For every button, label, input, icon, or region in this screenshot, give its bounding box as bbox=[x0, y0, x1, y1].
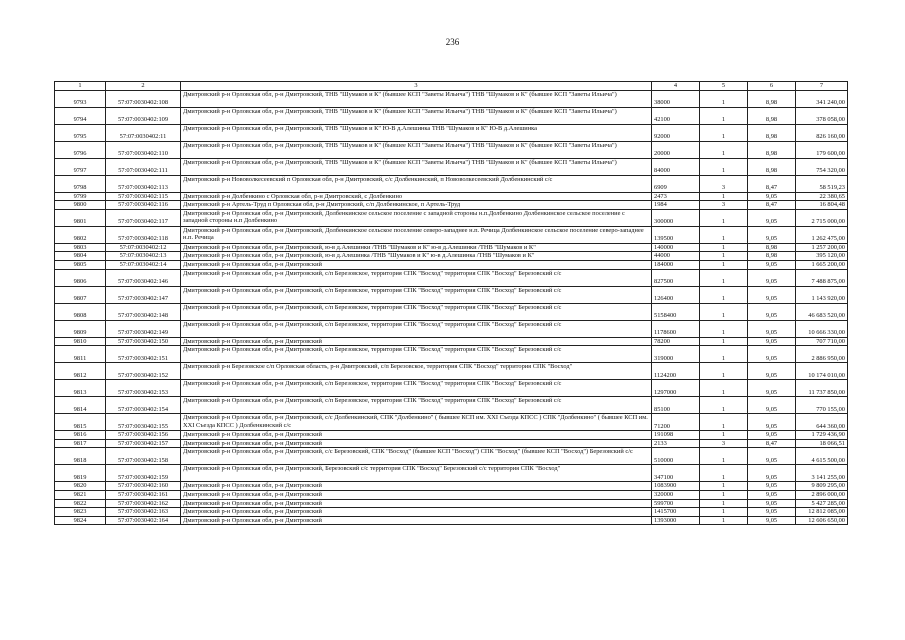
rate-value: 9,05 bbox=[748, 508, 796, 517]
rate-value: 9,05 bbox=[748, 482, 796, 491]
row-number: 9811 bbox=[55, 346, 106, 363]
category-value: 1 bbox=[700, 397, 748, 414]
row-number: 9806 bbox=[55, 269, 106, 286]
cadastral-number: 57:07:0030402:148 bbox=[106, 303, 181, 320]
rate-value: 9,05 bbox=[748, 337, 796, 346]
location-description: Дмитровский р-н Орловская обл, р-н Дмитровский, Березовский с/с территория СПК "Восход" Березовский с/с территория СПК "Восход" bbox=[181, 465, 652, 482]
cadastral-number: 57:07:0030402:11 bbox=[106, 124, 181, 141]
area-value: 1415700 bbox=[652, 508, 700, 517]
cadastral-number: 57:07:0030402:110 bbox=[106, 141, 181, 158]
category-value: 1 bbox=[700, 448, 748, 465]
row-number: 9822 bbox=[55, 499, 106, 508]
cadastral-cost: 12 812 085,00 bbox=[796, 508, 848, 517]
location-description: Дмитровский р-н Орловская обл, р-н Дмитровский, Долбенкинское сельское поселение северо-западнее н.п. Речица Долбенкинское сельское поселение северо-западнее н.п. Речица bbox=[181, 226, 652, 243]
row-number: 9819 bbox=[55, 465, 106, 482]
category-value: 1 bbox=[700, 226, 748, 243]
cadastral-cost: 754 320,00 bbox=[796, 158, 848, 175]
cadastral-number: 57:07:0030402:152 bbox=[106, 363, 181, 380]
area-value: 126400 bbox=[652, 286, 700, 303]
cadastral-number: 57:07:0030402:115 bbox=[106, 192, 181, 201]
rate-value: 8,98 bbox=[748, 90, 796, 107]
location-description: Дмитровский р-н Орловская обл, р-н Дмитровский, с/п Березовское, территория СПК "Восход" территория СПК "Восход" Березовский с/с bbox=[181, 346, 652, 363]
cadastral-number: 57:07:0030402:155 bbox=[106, 414, 181, 431]
rate-value: 8,98 bbox=[748, 252, 796, 261]
category-value: 1 bbox=[700, 490, 748, 499]
category-value: 1 bbox=[700, 243, 748, 252]
table-row bbox=[55, 192, 848, 201]
rate-value: 9,05 bbox=[748, 499, 796, 508]
cadastral-cost: 11 737 850,00 bbox=[796, 380, 848, 397]
row-number: 9810 bbox=[55, 337, 106, 346]
rate-value: 9,05 bbox=[748, 363, 796, 380]
table-row bbox=[55, 380, 848, 397]
rate-value: 9,05 bbox=[748, 346, 796, 363]
cadastral-cost: 46 683 520,00 bbox=[796, 303, 848, 320]
table-row bbox=[55, 158, 848, 175]
area-value: 599700 bbox=[652, 499, 700, 508]
table-row bbox=[55, 260, 848, 269]
cadastral-number: 57:07:0030402:158 bbox=[106, 448, 181, 465]
cadastral-number: 57:07:0030402:163 bbox=[106, 508, 181, 517]
category-value: 1 bbox=[700, 90, 748, 107]
area-value: 5158400 bbox=[652, 303, 700, 320]
row-number: 9824 bbox=[55, 516, 106, 525]
cadastral-cost: 2 715 000,00 bbox=[796, 209, 848, 226]
category-value: 3 bbox=[700, 175, 748, 192]
row-number: 9801 bbox=[55, 209, 106, 226]
location-description: Дмитровский р-н Орловская обл, р-н Дмитровский, ТНВ "Шумаков и К" (бывшее КСП "Заветы Ильича") ТНВ "Шумаков и К" (бывшее КСП "Заветы Ильича") bbox=[181, 141, 652, 158]
area-value: 320000 bbox=[652, 490, 700, 499]
cadastral-number: 57:07:0030402:14 bbox=[106, 260, 181, 269]
cadastral-cost: 4 615 500,00 bbox=[796, 448, 848, 465]
location-description: Дмитровский р-н Орловская обл, р-н Дмитровский, с/п Березовское, территория СПК "Восход" территория СПК "Восход" Березовский с/с bbox=[181, 269, 652, 286]
area-value: 92000 bbox=[652, 124, 700, 141]
category-value: 1 bbox=[700, 141, 748, 158]
location-description: Дмитровский р-н Орловская обл, р-н Дмитровский bbox=[181, 490, 652, 499]
row-number: 9808 bbox=[55, 303, 106, 320]
cadastral-cost: 1 665 200,00 bbox=[796, 260, 848, 269]
cadastral-number: 57:07:0030402:157 bbox=[106, 439, 181, 448]
column-header-3: 3 bbox=[181, 82, 652, 91]
location-description: Дмитровский р-н Орловская обл, р-н Дмитровский bbox=[181, 508, 652, 517]
area-value: 510000 bbox=[652, 448, 700, 465]
category-value: 1 bbox=[700, 508, 748, 517]
cadastral-cost: 3 141 255,00 bbox=[796, 465, 848, 482]
cadastral-number: 57:07:0030402:151 bbox=[106, 346, 181, 363]
category-value: 1 bbox=[700, 516, 748, 525]
cadastral-number: 57:07:0030402:117 bbox=[106, 209, 181, 226]
row-number: 9796 bbox=[55, 141, 106, 158]
location-description: Дмитровский р-н Орловская обл, р-н Дмитровский, ТНВ "Шумаков и К" Ю-В д.Алешинка ТНВ "Шумаков и К" Ю-В д.Алешинка bbox=[181, 124, 652, 141]
area-value: 44000 bbox=[652, 252, 700, 261]
category-value: 3 bbox=[700, 439, 748, 448]
rate-value: 8,98 bbox=[748, 141, 796, 158]
location-description: Дмитровский р-н Орловская обл, р-н Дмитровский bbox=[181, 499, 652, 508]
category-value: 1 bbox=[700, 414, 748, 431]
area-value: 42100 bbox=[652, 107, 700, 124]
area-value: 1984 bbox=[652, 201, 700, 210]
cadastral-cost: 10 174 010,00 bbox=[796, 363, 848, 380]
rate-value: 9,05 bbox=[748, 448, 796, 465]
location-description: Дмитровский р-н Артель-Труд п Орловская обл, р-н Дмитровский, с/п Долбенкинское, п Артель-Труд bbox=[181, 201, 652, 210]
cadastral-number: 57:07:0030402:149 bbox=[106, 320, 181, 337]
area-value: 6909 bbox=[652, 175, 700, 192]
category-value: 1 bbox=[700, 107, 748, 124]
rate-value: 9,05 bbox=[748, 286, 796, 303]
rate-value: 8,98 bbox=[748, 124, 796, 141]
cadastral-cost: 1 257 200,00 bbox=[796, 243, 848, 252]
cadastral-number: 57:07:0030402:109 bbox=[106, 107, 181, 124]
table-row bbox=[55, 439, 848, 448]
header-row bbox=[55, 82, 848, 91]
cadastral-cost: 378 058,00 bbox=[796, 107, 848, 124]
row-number: 9813 bbox=[55, 380, 106, 397]
cadastral-number: 57:07:0030402:150 bbox=[106, 337, 181, 346]
table-row bbox=[55, 320, 848, 337]
cadastral-number: 57:07:0030402:161 bbox=[106, 490, 181, 499]
location-description: Дмитровский р-н Березовское с/п Орловская область, р-н Дмитровский, с/п Березовское, территория СПК "Восход" территория СПК "Восход" bbox=[181, 363, 652, 380]
location-description: Дмитровский р-н Орловская обл, р-н Дмитровский, Долбенкинское сельское поселение с западной стороны н.п.Долбенкино Долбенкинское сельское поселение с западной стороны н.п Долбенкино bbox=[181, 209, 652, 226]
row-number: 9820 bbox=[55, 482, 106, 491]
location-description: Дмитровский р-н Орловская обл, р-н Дмитровский, с/п Березовское, территория СПК "Восход" территория СПК "Восход" Березовский с/с bbox=[181, 320, 652, 337]
column-header-4: 4 bbox=[652, 82, 700, 91]
category-value: 1 bbox=[700, 431, 748, 440]
table-body bbox=[55, 90, 848, 525]
column-header-7: 7 bbox=[796, 82, 848, 91]
cadastral-cost: 341 240,00 bbox=[796, 90, 848, 107]
table-row bbox=[55, 448, 848, 465]
cadastral-cost: 5 427 285,00 bbox=[796, 499, 848, 508]
cadastral-cost: 58 519,23 bbox=[796, 175, 848, 192]
row-number: 9804 bbox=[55, 252, 106, 261]
table-row bbox=[55, 141, 848, 158]
category-value: 1 bbox=[700, 320, 748, 337]
row-number: 9800 bbox=[55, 201, 106, 210]
cadastral-number: 57:07:0030402:13 bbox=[106, 252, 181, 261]
column-header-5: 5 bbox=[700, 82, 748, 91]
area-value: 85100 bbox=[652, 397, 700, 414]
category-value: 1 bbox=[700, 337, 748, 346]
cadastral-number: 57:07:0030402:160 bbox=[106, 482, 181, 491]
cadastral-cost: 9 809 295,00 bbox=[796, 482, 848, 491]
area-value: 84000 bbox=[652, 158, 700, 175]
area-value: 78200 bbox=[652, 337, 700, 346]
rate-value: 8,98 bbox=[748, 243, 796, 252]
table-row bbox=[55, 490, 848, 499]
area-value: 2133 bbox=[652, 439, 700, 448]
column-header-2: 2 bbox=[106, 82, 181, 91]
location-description: Дмитровский р-н Орловская обл, р-н Дмитровский, ТНВ "Шумаков и К" (бывшее КСП "Заветы Ильича") ТНВ "Шумаков и К" (бывшее КСП "Заветы Ильича") bbox=[181, 158, 652, 175]
location-description: Дмитровский р-н Орловская обл, р-н Дмитровский bbox=[181, 439, 652, 448]
row-number: 9799 bbox=[55, 192, 106, 201]
row-number: 9816 bbox=[55, 431, 106, 440]
rate-value: 9,05 bbox=[748, 303, 796, 320]
rate-value: 8,47 bbox=[748, 201, 796, 210]
cadastral-number: 57:07:0030402:118 bbox=[106, 226, 181, 243]
row-number: 9817 bbox=[55, 439, 106, 448]
rate-value: 8,98 bbox=[748, 158, 796, 175]
row-number: 9798 bbox=[55, 175, 106, 192]
table-row bbox=[55, 414, 848, 431]
cadastral-cost: 395 120,00 bbox=[796, 252, 848, 261]
row-number: 9793 bbox=[55, 90, 106, 107]
table-row bbox=[55, 269, 848, 286]
cadastral-cost: 22 380,65 bbox=[796, 192, 848, 201]
category-value: 1 bbox=[700, 346, 748, 363]
table-row bbox=[55, 201, 848, 210]
cadastral-number: 57:07:0030402:159 bbox=[106, 465, 181, 482]
area-value: 71200 bbox=[652, 414, 700, 431]
area-value: 300000 bbox=[652, 209, 700, 226]
rate-value: 9,05 bbox=[748, 516, 796, 525]
area-value: 1124200 bbox=[652, 363, 700, 380]
row-number: 9812 bbox=[55, 363, 106, 380]
cadastral-cost: 10 666 330,00 bbox=[796, 320, 848, 337]
rate-value: 9,05 bbox=[748, 226, 796, 243]
area-value: 1083900 bbox=[652, 482, 700, 491]
row-number: 9823 bbox=[55, 508, 106, 517]
cadastral-cost: 7 488 875,00 bbox=[796, 269, 848, 286]
rate-value: 8,47 bbox=[748, 439, 796, 448]
location-description: Дмитровский р-н Орловская обл, р-н Дмитровский bbox=[181, 260, 652, 269]
category-value: 1 bbox=[700, 286, 748, 303]
row-number: 9818 bbox=[55, 448, 106, 465]
category-value: 1 bbox=[700, 269, 748, 286]
rate-value: 9,05 bbox=[748, 320, 796, 337]
area-value: 20000 bbox=[652, 141, 700, 158]
location-description: Дмитровский р-н Орловская обл, р-н Дмитровский, ю-в д.Алешинки /ТНВ "Шумаков и К" ю-в д.Алешинки /ТНВ "Шумаков и К" bbox=[181, 243, 652, 252]
cadastral-cost: 826 160,00 bbox=[796, 124, 848, 141]
location-description: Дмитровский р-н Орловская обл, р-н Дмитровский, с/с Березовский, СПК "Восход" (бывшее КСП "Восход") СПК "Восход" (бывшее КСП "Восход") Березовский с/с bbox=[181, 448, 652, 465]
page-number: 236 bbox=[445, 37, 460, 47]
table-row bbox=[55, 107, 848, 124]
location-description: Дмитровский р-н Орловская обл, р-н Дмитровский, ю-в д.Алешинка /ТНВ "Шумаков и К" ю-в д.Алешинка /ТНВ "Шумаков и К" bbox=[181, 252, 652, 261]
area-value: 140000 bbox=[652, 243, 700, 252]
row-number: 9802 bbox=[55, 226, 106, 243]
cadastral-cost: 18 066,51 bbox=[796, 439, 848, 448]
location-description: Дмитровский р-н Орловская обл, р-н Дмитровский, с/п Березовское, территория СПК "Восход" территория СПК "Восход" Березовский с/с bbox=[181, 286, 652, 303]
row-number: 9797 bbox=[55, 158, 106, 175]
category-value: 1 bbox=[700, 303, 748, 320]
row-number: 9809 bbox=[55, 320, 106, 337]
area-value: 319000 bbox=[652, 346, 700, 363]
cadastral-cost: 12 606 650,00 bbox=[796, 516, 848, 525]
table-row bbox=[55, 303, 848, 320]
category-value: 1 bbox=[700, 380, 748, 397]
location-description: Дмитровский р-н Орловская обл, р-н Дмитровский, ТНВ "Шумаков и К" (бывшее КСП "Заветы Ильича") ТНВ "Шумаков и К" (бывшее КСП "Заветы Ильича") bbox=[181, 90, 652, 107]
location-description: Дмитровский р-н Орловская обл, р-н Дмитровский, с/п Березовское, территория СПК "Восход" территория СПК "Восход" Березовский с/с bbox=[181, 380, 652, 397]
cadastral-cost: 707 710,00 bbox=[796, 337, 848, 346]
area-value: 38000 bbox=[652, 90, 700, 107]
rate-value: 9,05 bbox=[748, 397, 796, 414]
location-description: Дмитровский р-н Орловская обл, р-н Дмитровский, с/с Долбенкинский, СПК "Долбенкино" ( бывшее КСП им. XXI Съезда КПСС ) СПК "Долбенкино" ( бывшее КСП им. XXI Съезда КПСС ) Долбенкинский с/с bbox=[181, 414, 652, 431]
cadastral-number: 57:07:0030402:164 bbox=[106, 516, 181, 525]
cadastral-number: 57:07:0030402:147 bbox=[106, 286, 181, 303]
area-value: 1393000 bbox=[652, 516, 700, 525]
category-value: 1 bbox=[700, 158, 748, 175]
location-description: Дмитровский р-н Орловская обл, р-н Дмитровский bbox=[181, 431, 652, 440]
rate-value: 8,47 bbox=[748, 175, 796, 192]
location-description: Дмитровский р-н Орловская обл, р-н Дмитровский, с/п Березовское, территория СПК "Восход" территория СПК "Восход" Березовский с/с bbox=[181, 397, 652, 414]
table-row bbox=[55, 243, 848, 252]
land-register-table bbox=[54, 81, 848, 525]
rate-value: 9,05 bbox=[748, 192, 796, 201]
row-number: 9815 bbox=[55, 414, 106, 431]
location-description: Дмитровский р-н Долбенкино с Орловская обл, р-н Дмитровский, с Долбенкино bbox=[181, 192, 652, 201]
area-value: 1178600 bbox=[652, 320, 700, 337]
cadastral-number: 57:07:0030402:113 bbox=[106, 175, 181, 192]
table-row bbox=[55, 226, 848, 243]
row-number: 9805 bbox=[55, 260, 106, 269]
category-value: 1 bbox=[700, 260, 748, 269]
cadastral-number: 57:07:0030402:162 bbox=[106, 499, 181, 508]
category-value: 1 bbox=[700, 124, 748, 141]
rate-value: 9,05 bbox=[748, 465, 796, 482]
area-value: 184000 bbox=[652, 260, 700, 269]
table-row bbox=[55, 209, 848, 226]
location-description: Дмитровский р-н Орловская обл, р-н Дмитровский, ТНВ "Шумаков и К" (бывшее КСП "Заветы Ильича") ТНВ "Шумаков и К" (бывшее КСП "Заветы Ильича") bbox=[181, 107, 652, 124]
rate-value: 8,98 bbox=[748, 107, 796, 124]
cadastral-number: 57:07:0030402:156 bbox=[106, 431, 181, 440]
cadastral-cost: 2 896 000,00 bbox=[796, 490, 848, 499]
table-row bbox=[55, 508, 848, 517]
location-description: Дмитровский р-н Орловская обл, р-н Дмитровский bbox=[181, 482, 652, 491]
row-number: 9794 bbox=[55, 107, 106, 124]
row-number: 9795 bbox=[55, 124, 106, 141]
row-number: 9803 bbox=[55, 243, 106, 252]
category-value: 1 bbox=[700, 482, 748, 491]
row-number: 9814 bbox=[55, 397, 106, 414]
category-value: 1 bbox=[700, 252, 748, 261]
table-row bbox=[55, 516, 848, 525]
rate-value: 9,05 bbox=[748, 209, 796, 226]
table-row bbox=[55, 465, 848, 482]
area-value: 191098 bbox=[652, 431, 700, 440]
cadastral-number: 57:07:0030402:116 bbox=[106, 201, 181, 210]
rate-value: 9,05 bbox=[748, 490, 796, 499]
table-row bbox=[55, 124, 848, 141]
table-row bbox=[55, 482, 848, 491]
rate-value: 9,05 bbox=[748, 269, 796, 286]
cadastral-cost: 1 729 436,90 bbox=[796, 431, 848, 440]
category-value: 1 bbox=[700, 209, 748, 226]
rate-value: 9,05 bbox=[748, 414, 796, 431]
category-value: 1 bbox=[700, 499, 748, 508]
table-row bbox=[55, 252, 848, 261]
cadastral-number: 57:07:0030402:108 bbox=[106, 90, 181, 107]
table-row bbox=[55, 499, 848, 508]
table-row bbox=[55, 175, 848, 192]
table-row bbox=[55, 431, 848, 440]
cadastral-cost: 1 143 920,00 bbox=[796, 286, 848, 303]
cadastral-cost: 2 886 950,00 bbox=[796, 346, 848, 363]
area-value: 1297000 bbox=[652, 380, 700, 397]
table-row bbox=[55, 337, 848, 346]
location-description: Дмитровский р-н Нововолкесеевский п Орловская обл, р-н Дмитровский, с/с Долбенкинский, п Нововолкесеевский Долбенкинский с/с bbox=[181, 175, 652, 192]
cadastral-number: 57:07:0030402:111 bbox=[106, 158, 181, 175]
cadastral-number: 57:07:0030402:12 bbox=[106, 243, 181, 252]
area-value: 347100 bbox=[652, 465, 700, 482]
area-value: 139500 bbox=[652, 226, 700, 243]
cadastral-cost: 16 804,48 bbox=[796, 201, 848, 210]
table-row bbox=[55, 363, 848, 380]
table-row bbox=[55, 286, 848, 303]
location-description: Дмитровский р-н Орловская обл, р-н Дмитровский bbox=[181, 337, 652, 346]
cadastral-number: 57:07:0030402:146 bbox=[106, 269, 181, 286]
table-row bbox=[55, 397, 848, 414]
row-number: 9821 bbox=[55, 490, 106, 499]
cadastral-cost: 770 155,00 bbox=[796, 397, 848, 414]
column-header-1: 1 bbox=[55, 82, 106, 91]
column-header-6: 6 bbox=[748, 82, 796, 91]
cadastral-cost: 179 600,00 bbox=[796, 141, 848, 158]
rate-value: 9,05 bbox=[748, 380, 796, 397]
location-description: Дмитровский р-н Орловская обл, р-н Дмитровский, с/п Березовское, территория СПК "Восход" территория СПК "Восход" Березовский с/с bbox=[181, 303, 652, 320]
cadastral-cost: 1 262 475,00 bbox=[796, 226, 848, 243]
area-value: 827500 bbox=[652, 269, 700, 286]
table-row bbox=[55, 346, 848, 363]
area-value: 2473 bbox=[652, 192, 700, 201]
table-row bbox=[55, 90, 848, 107]
rate-value: 9,05 bbox=[748, 431, 796, 440]
cadastral-number: 57:07:0030402:154 bbox=[106, 397, 181, 414]
rate-value: 9,05 bbox=[748, 260, 796, 269]
category-value: 3 bbox=[700, 201, 748, 210]
category-value: 1 bbox=[700, 465, 748, 482]
cadastral-number: 57:07:0030402:153 bbox=[106, 380, 181, 397]
category-value: 1 bbox=[700, 363, 748, 380]
category-value: 1 bbox=[700, 192, 748, 201]
cadastral-cost: 644 360,00 bbox=[796, 414, 848, 431]
location-description: Дмитровский р-н Орловская обл, р-н Дмитровский bbox=[181, 516, 652, 525]
row-number: 9807 bbox=[55, 286, 106, 303]
